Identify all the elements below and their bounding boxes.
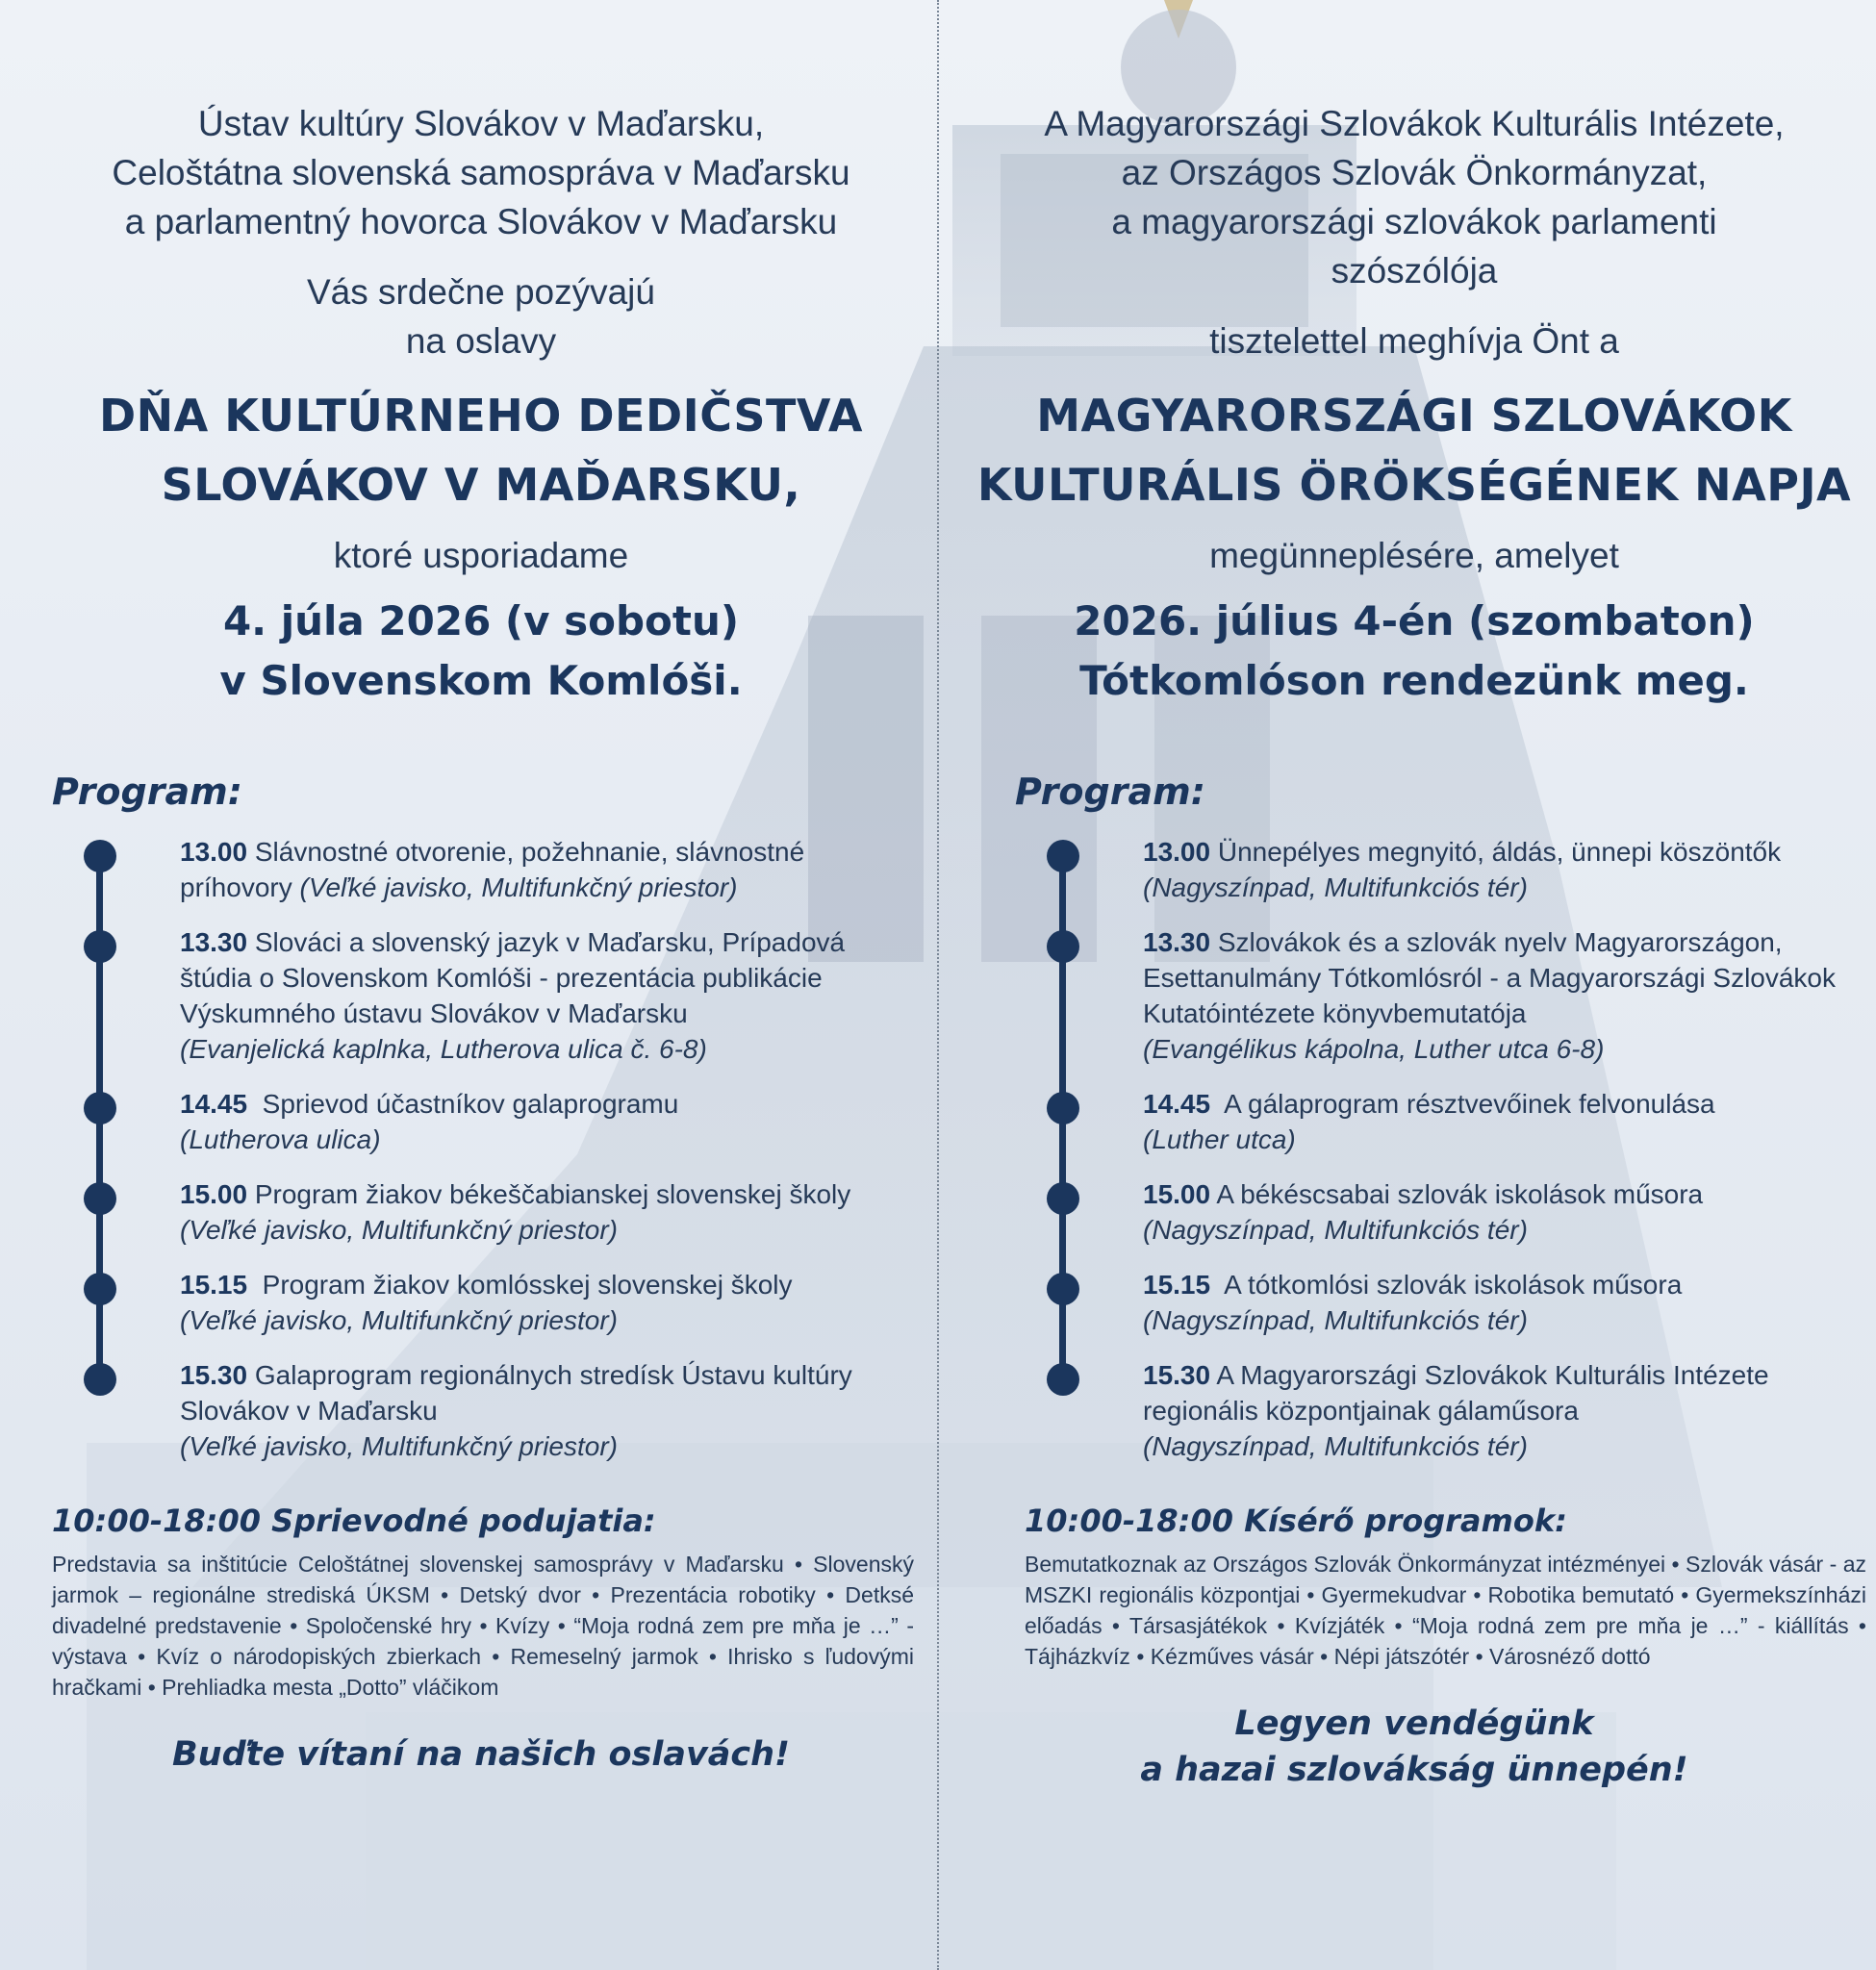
program-description: Ünnepélyes megnyitó, áldás, ünnepi köszöntők [1217,837,1782,867]
event-subtitle: megünneplésére, amelyet [1209,536,1619,575]
invitation-text [38,267,924,366]
program-item [84,1267,924,1338]
circle-dot-icon [1047,1092,1079,1124]
date-line: 4. júla 2026 (v sobotu) [222,597,740,644]
circle-dot-icon [84,840,116,872]
program-place: (Nagyszínpad, Multifunkciós tér) [1143,1215,1528,1245]
organizer-line: a magyarországi szlovákok parlamenti [1111,202,1717,241]
program-item [84,1086,924,1157]
closing-line: Legyen vendégünk [1234,1705,1594,1743]
program-description: Galaprogram regionálnych stredísk Ústavu kultúry Slovákov v Maďarsku [180,1360,852,1426]
circle-dot-icon [1047,1363,1079,1396]
closing-line: Buďte vítaní na našich oslavách! [171,1735,791,1774]
program-description: A gálaprogram résztvevőinek felvonulása [1224,1089,1715,1119]
program-item [1047,1267,1866,1338]
title-line: DŇA KULTÚRNEHO DEDIČSTVA [99,390,863,442]
organizer-line: a parlamentný hovorca Slovákov v Maďarsku [124,202,838,241]
program-description: Slováci a slovenský jazyk v Maďarsku, Prípadová štúdia o Slovenskom Komlóši - prezentácia publikácie Výskumného ústavu Slovákov v Maďarsku [180,927,846,1028]
event-title [962,381,1866,519]
program-time: 13.30 [180,927,248,957]
event-date [962,592,1866,711]
closing-line: a hazai szlovákság ünnepén! [1140,1751,1688,1789]
title-line: SLOVÁKOV V MAĎARSKU, [161,459,801,511]
program-place: (Veľké javisko, Multifunkčný priestor) [180,1305,618,1335]
circle-dot-icon [84,1273,116,1305]
invitation-line: na oslavy [405,321,557,361]
slovak-column [38,0,924,1778]
invitation-line: tisztelettel meghívja Önt a [1209,321,1619,361]
invitation-line: Vás srdečne pozývajú [307,272,655,312]
program-place: (Veľké javisko, Multifunkčný priestor) [180,1431,618,1461]
closing-message [38,1731,924,1778]
program-heading: Program: [1015,770,1205,813]
program-place: (Nagyszínpad, Multifunkciós tér) [1143,1305,1528,1335]
program-place: (Veľké javisko, Multifunkčný priestor) [180,1215,618,1245]
program-time: 13.30 [1143,927,1211,957]
center-divider [937,0,939,1970]
program-item [1047,1357,1866,1464]
organizer-line: szószólója [1331,251,1498,290]
event-subtitle: ktoré usporiadame [333,536,629,575]
program-place: (Nagyszínpad, Multifunkciós tér) [1143,1431,1528,1461]
program-time: 14.45 [1143,1089,1211,1119]
program-place: (Lutherova ulica) [180,1124,381,1154]
circle-dot-icon [1047,1182,1079,1215]
program-description: Program žiakov békeščabianskej slovenskej školy [254,1179,851,1209]
program-item [84,834,924,905]
event-title [38,381,924,519]
program-time: 15.00 [1143,1179,1211,1209]
circle-dot-icon [84,1182,116,1215]
program-description: Szlovákok és a szlovák nyelv Magyarországon, Esettanulmány Tótkomlósról - a Magyarországi Szlovákok Kutatóintézete könyvbemutatója [1143,927,1837,1028]
program-item [1047,1176,1866,1248]
program-description: A Magyarországi Szlovákok Kulturális Intézete regionális központjainak gálaműsora [1143,1360,1769,1426]
circle-dot-icon [84,930,116,963]
program-timeline [84,834,924,1464]
organizer-line: Celoštátna slovenská samospráva v Maďarsku [112,153,850,192]
date-line: 2026. július 4-én (szombaton) [1074,597,1755,644]
circle-dot-icon [1047,1273,1079,1305]
program-item [1047,924,1866,1067]
program-item [1047,834,1866,905]
event-date [38,592,924,711]
program-item [84,1357,924,1464]
program-timeline [1047,834,1866,1464]
organizer-line: Ústav kultúry Slovákov v Maďarsku, [197,104,765,143]
circle-dot-icon [1047,840,1079,872]
program-time: 15.00 [180,1179,248,1209]
closing-message [962,1701,1866,1793]
program-place: (Evangélikus kápolna, Luther utca 6-8) [1143,1034,1605,1064]
side-events-list: Predstavia sa inštitúcie Celoštátnej slovenskej samosprávy v Maďarsku • Slovenský jarmok – regionálne strediská ÚKSM • Detský dvor • Prezentácia robotiky • Detksé divadelné predstavenie • Spoločenské hry • Kvízy • “Moja rodná zem pre mňa je …” - výstava • Kvíz o národopiských zbierkach • Remeselný jarmok • Ihrisko s ľudovými hračkami • Prehliadka mesta „Dotto” vláčikom [52,1552,914,1700]
title-line: MAGYARORSZÁGI SZLOVÁKOK [1036,390,1792,442]
program-place: (Nagyszínpad, Multifunkciós tér) [1143,872,1528,902]
program-time: 13.00 [1143,837,1211,867]
organizers [962,99,1866,295]
date-line: v Slovenskom Komlóši. [219,657,743,704]
side-events-heading: 10:00-18:00 Sprievodné podujatia: [52,1503,656,1539]
program-place: (Veľké javisko, Multifunkčný priestor) [299,872,738,902]
invitation-text [962,316,1866,366]
program-time: 15.15 [180,1270,248,1300]
program-time: 15.30 [180,1360,248,1390]
circle-dot-icon [84,1363,116,1396]
side-events-list: Bemutatkoznak az Országos Szlovák Önkormányzat intézményei • Szlovák vásár - az MSZKI regionális központjai • Gyermekudvar • Robotika bemutató • Gyermekszínházi előadás • Társasjátékok • Kvízjáték • “Moja rodná zem pre mňa je …” - kiállítás • Tájházkvíz • Kézműves vásár • Népi játszótér • Városnéző dottó [1025,1552,1866,1669]
program-time: 15.15 [1143,1270,1211,1300]
program-time: 15.30 [1143,1360,1211,1390]
program-time: 14.45 [180,1089,248,1119]
program-item [1047,1086,1866,1157]
organizer-line: az Országos Szlovák Önkormányzat, [1121,153,1708,192]
circle-dot-icon [84,1092,116,1124]
program-description: Slávnostné otvorenie, požehnanie, slávnostné príhovory [180,837,805,902]
title-line: KULTURÁLIS ÖRÖKSÉGÉNEK NAPJA [976,459,1852,511]
program-place: (Luther utca) [1143,1124,1296,1154]
circle-dot-icon [1047,930,1079,963]
organizer-line: A Magyarországi Szlovákok Kulturális Intézete, [1044,104,1785,143]
program-item [84,1176,924,1248]
organizers [38,99,924,246]
hungarian-column [962,0,1866,1793]
date-line: Tótkomlóson rendezünk meg. [1079,657,1749,704]
program-description: A békéscsabai szlovák iskolások műsora [1216,1179,1704,1209]
program-time: 13.00 [180,837,248,867]
program-item [84,924,924,1067]
program-place: (Evanjelická kaplnka, Lutherova ulica č. 6-8) [180,1034,707,1064]
program-description: Sprievod účastníkov galaprogramu [262,1089,679,1119]
program-description: Program žiakov komlósskej slovenskej školy [262,1270,793,1300]
side-events-heading: 10:00-18:00 Kísérő programok: [1025,1503,1567,1539]
program-description: A tótkomlósi szlovák iskolások műsora [1224,1270,1683,1300]
program-heading: Program: [52,770,242,813]
